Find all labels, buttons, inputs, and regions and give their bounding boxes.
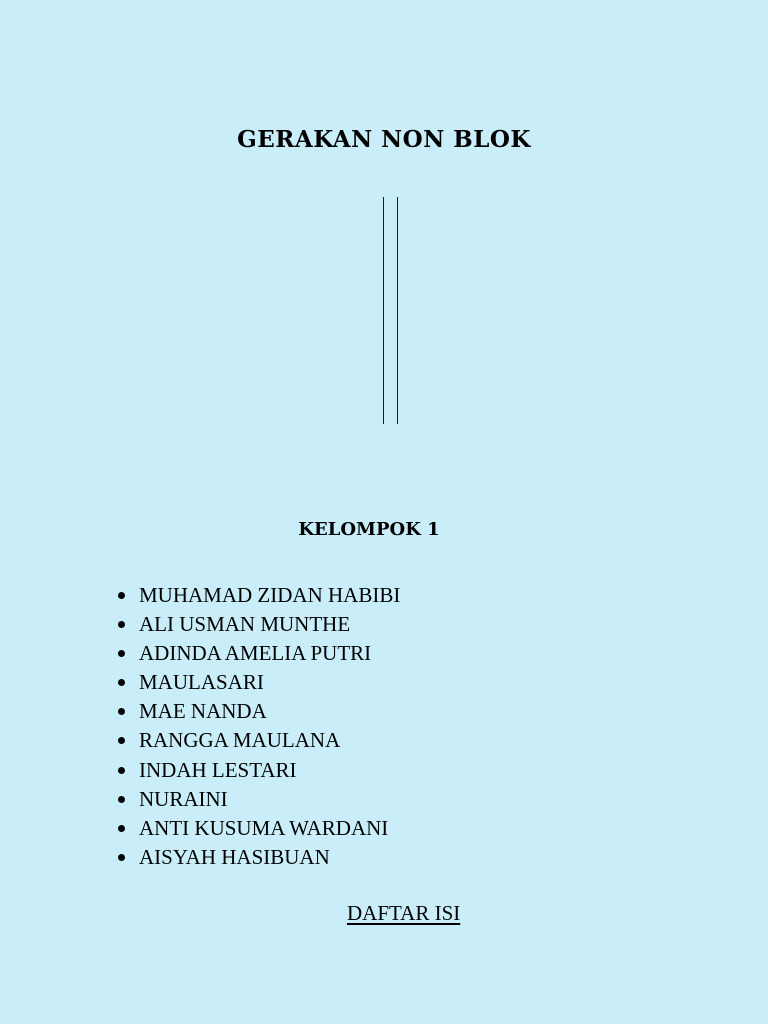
member-name: MUHAMAD ZIDAN HABIBI [139,583,401,607]
list-item [112,756,400,785]
member-name: AISYAH HASIBUAN [139,844,330,869]
bullet-icon [118,796,125,803]
document-title: GERAKAN NON BLOK [237,126,531,153]
list-item [112,726,400,755]
bullet-icon [118,767,125,774]
list-item [112,697,400,726]
bullet-icon [118,737,125,744]
list-item [112,581,400,610]
list-item [112,639,400,668]
table-of-contents-link[interactable]: DAFTAR ISI [347,901,461,925]
bullet-icon [118,825,125,832]
member-name: MAULASARI [139,670,264,695]
group-heading: KELOMPOK 1 [298,519,440,540]
member-name: RANGGA MAULANA [139,728,341,753]
member-name: INDAH LESTARI [139,757,297,782]
bullet-icon [118,650,125,657]
member-name: NURAINI [139,786,228,811]
vertical-line-right [397,197,398,424]
bullet-icon [118,854,125,861]
bullet-icon [118,679,125,686]
member-name: ALI USMAN MUNTHE [139,612,351,637]
member-name: ADINDA AMELIA PUTRI [139,641,372,666]
member-name: ANTI KUSUMA WARDANI [139,815,389,840]
list-item [112,843,400,872]
list-item [112,668,400,697]
bullet-icon [118,621,125,628]
list-item [112,785,400,814]
list-item [112,814,400,843]
member-name: MAE NANDA [139,699,267,724]
member-list [112,581,400,872]
list-item [112,610,400,639]
vertical-line-left [383,197,384,424]
bullet-icon [118,592,125,599]
bullet-icon [118,708,125,715]
